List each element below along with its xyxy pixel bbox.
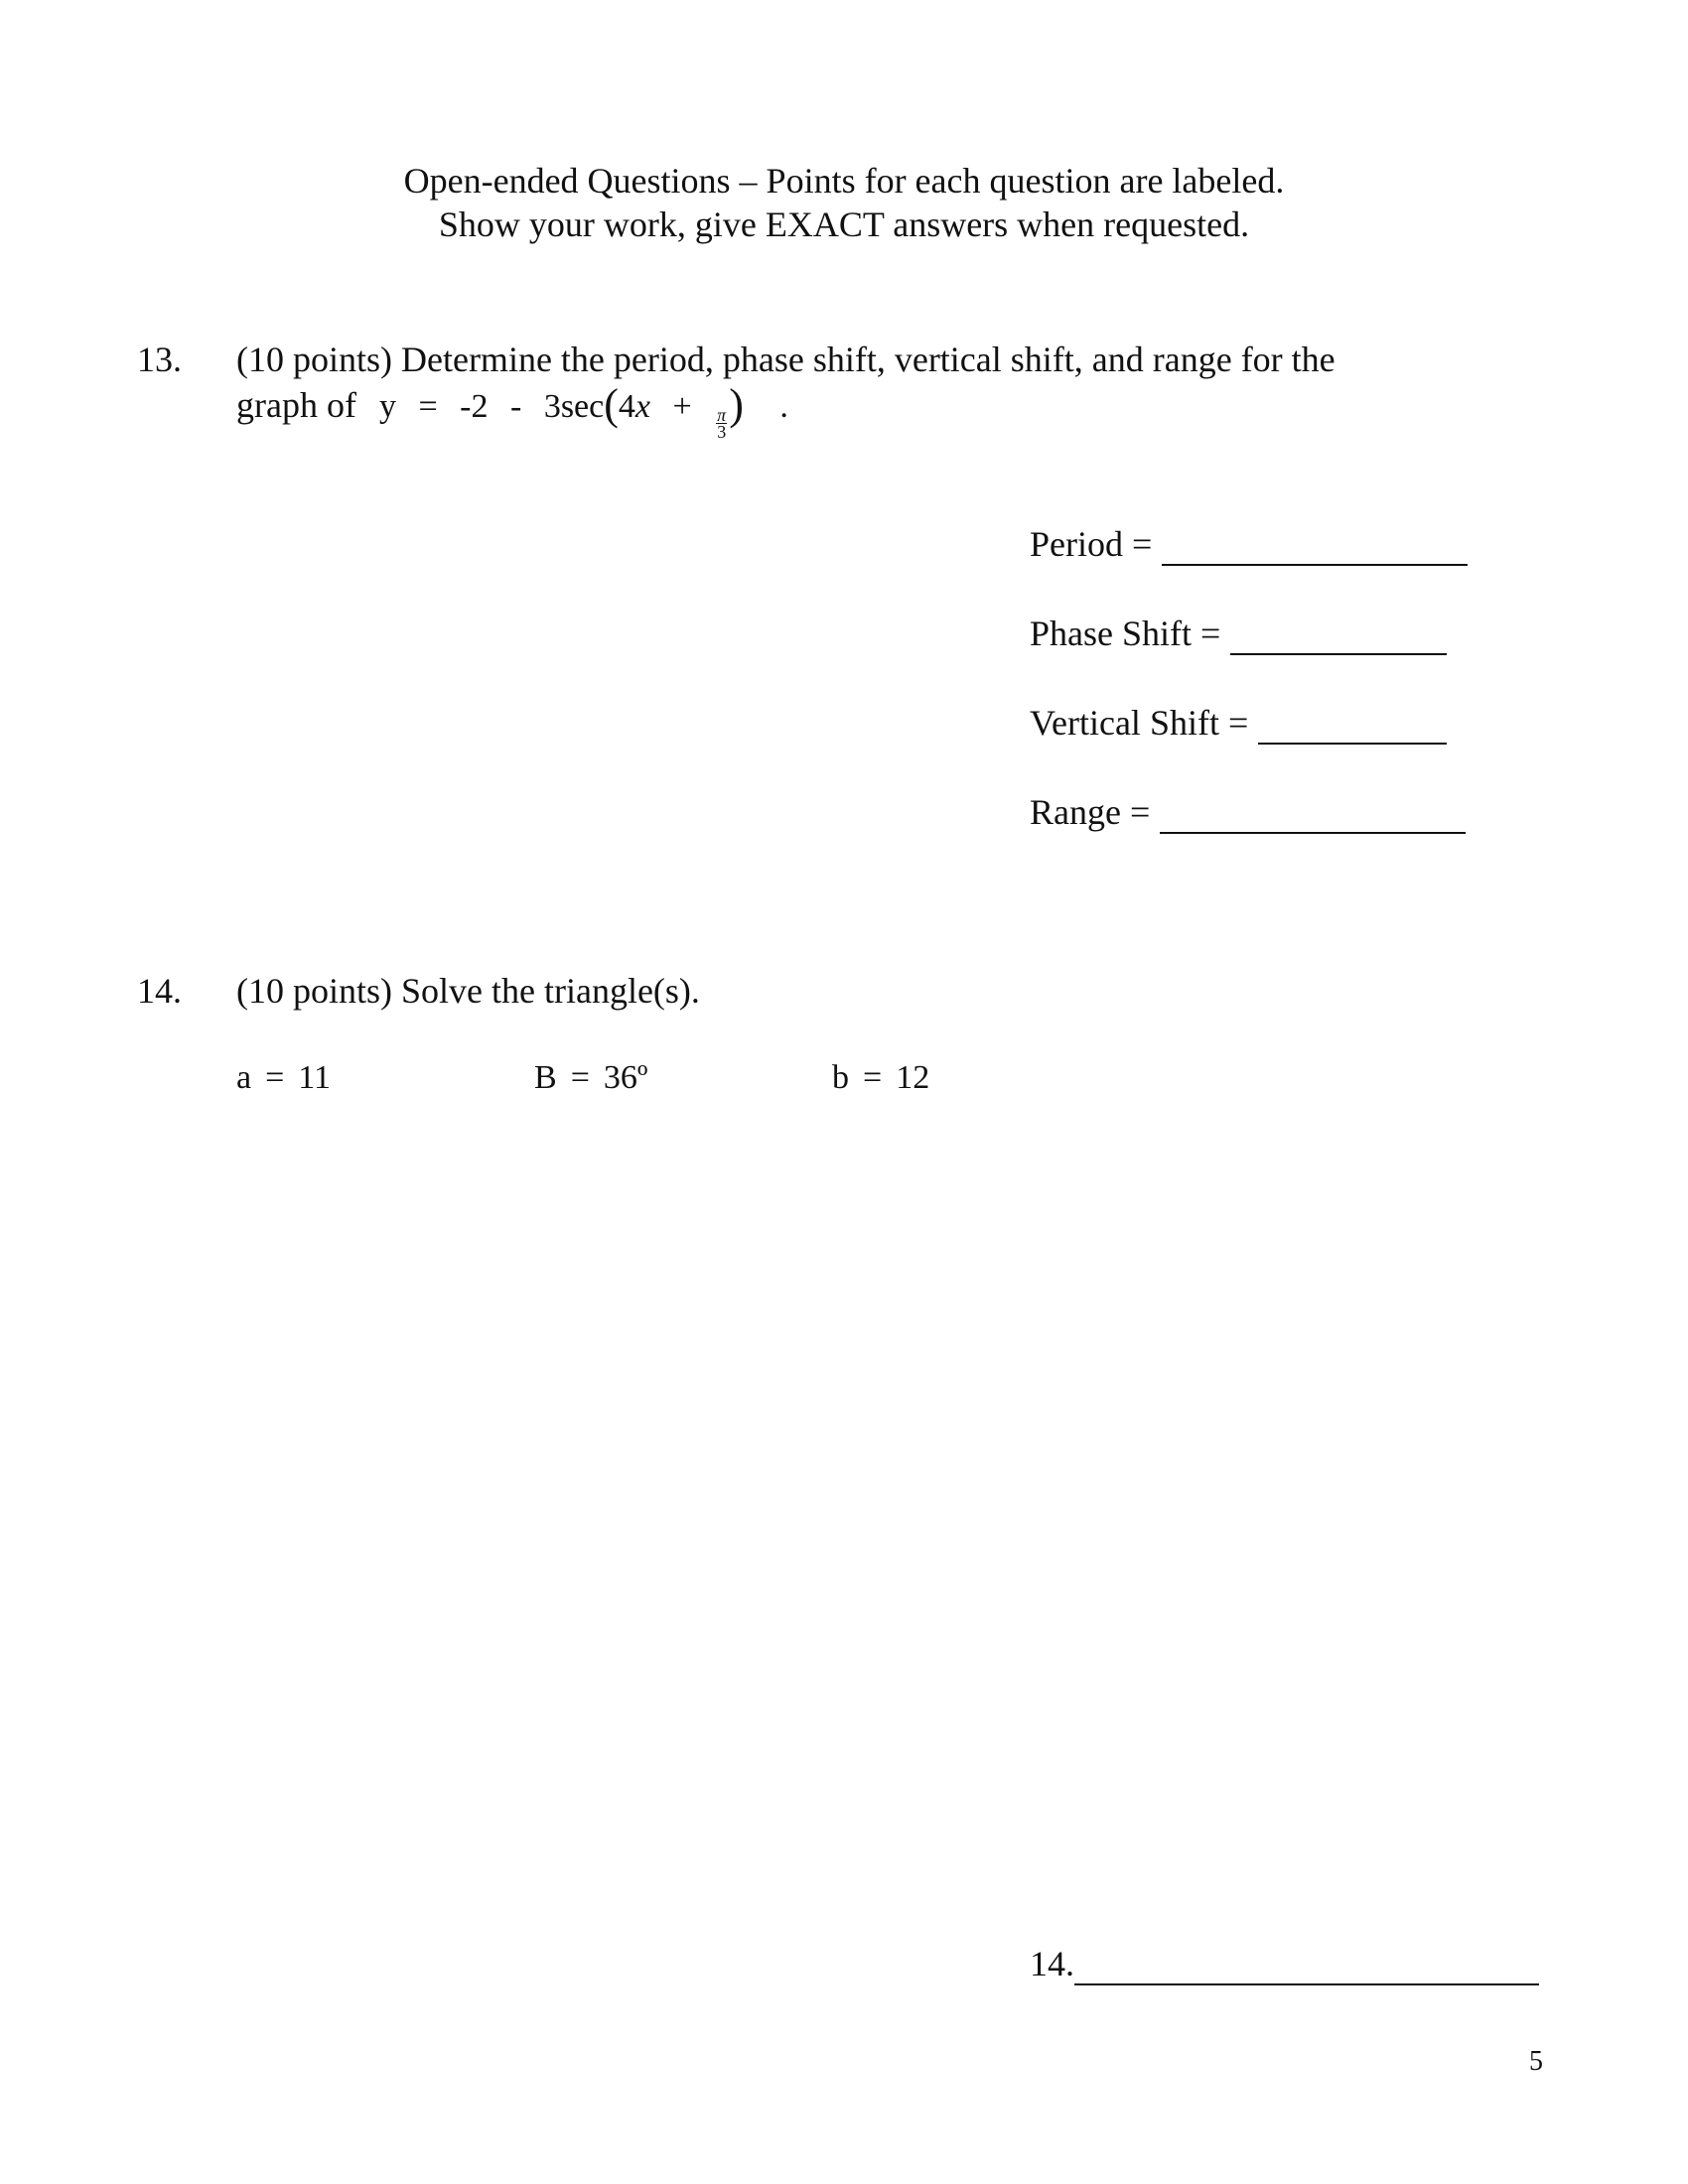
eq-open-paren: (: [604, 380, 619, 429]
given-b-eq: =: [863, 1059, 883, 1096]
given-a-var: a: [236, 1059, 252, 1096]
eq-sec: 3sec: [543, 388, 605, 425]
question-13-equation-line: [236, 380, 788, 442]
page-number: 5: [1529, 2046, 1543, 2077]
question-13-number: 13.: [137, 340, 182, 379]
given-B-value: 36º: [603, 1059, 648, 1096]
equation: [365, 380, 788, 442]
eq-frac-num: π: [717, 405, 727, 425]
vertical-shift-answer-row: [1030, 701, 1447, 745]
given-a-eq: =: [265, 1059, 285, 1096]
eq-period-mark: .: [779, 388, 788, 425]
instructions-line-2: Show your work, give EXACT answers when requested.: [438, 205, 1250, 244]
given-B: [534, 1056, 647, 1100]
period-label: Period =: [1030, 524, 1153, 564]
eq-fraction: [716, 407, 727, 440]
question-13-text: (10 points) Determine the period, phase shift, vertical shift, and range for the: [236, 340, 1336, 379]
question-14-number: 14.: [137, 971, 182, 1011]
range-answer-row: [1030, 790, 1466, 834]
graph-of-label: graph of: [236, 385, 356, 425]
eq-minus: -: [509, 388, 522, 425]
eq-inner-coef: 4: [618, 388, 635, 425]
phase-shift-answer-row: [1030, 612, 1447, 655]
q14-answer-blank[interactable]: [1074, 1954, 1539, 1985]
question-14-text: (10 points) Solve the triangle(s).: [236, 971, 700, 1011]
phase-shift-answer-blank[interactable]: [1230, 623, 1447, 655]
q14-answer-row: [1030, 1942, 1539, 1985]
given-a: [236, 1056, 331, 1100]
vertical-shift-answer-blank[interactable]: [1258, 713, 1447, 745]
eq-y: y: [378, 388, 396, 425]
given-B-eq: =: [570, 1059, 590, 1096]
eq-inner-var: x: [634, 388, 650, 425]
eq-const: -2: [460, 388, 489, 425]
range-answer-blank[interactable]: [1160, 802, 1466, 834]
given-b-var: b: [832, 1059, 849, 1096]
period-answer-row: [1030, 522, 1468, 566]
given-b-value: 12: [896, 1059, 930, 1096]
eq-frac-den: 3: [717, 422, 727, 442]
q14-answer-label: 14.: [1030, 1944, 1074, 1983]
eq-equals: =: [418, 388, 438, 425]
phase-shift-label: Phase Shift =: [1030, 614, 1221, 653]
vertical-shift-label: Vertical Shift =: [1030, 703, 1249, 743]
instructions-line-1: Open-ended Questions – Points for each question are labeled.: [403, 161, 1285, 201]
period-answer-blank[interactable]: [1162, 534, 1468, 566]
given-b: [832, 1056, 929, 1100]
given-a-value: 11: [298, 1059, 332, 1096]
eq-plus: +: [672, 388, 692, 425]
given-B-var: B: [534, 1059, 557, 1096]
range-label: Range =: [1030, 792, 1151, 832]
eq-close-paren: ): [729, 380, 744, 429]
